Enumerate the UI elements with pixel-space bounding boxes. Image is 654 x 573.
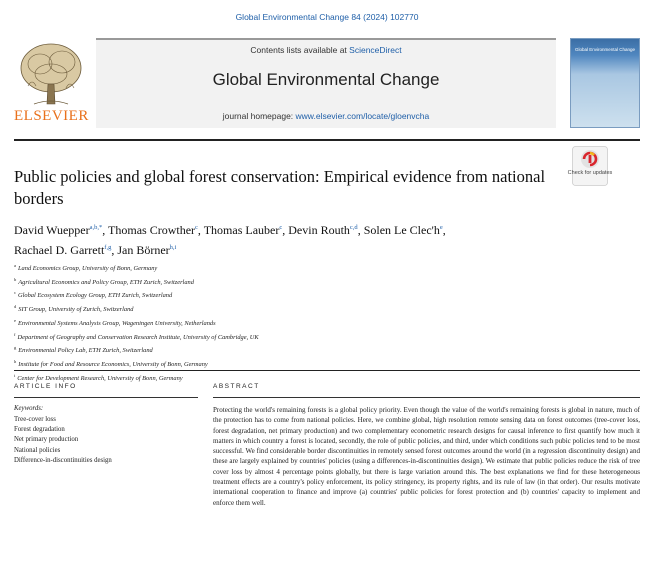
article-info-rule xyxy=(14,397,198,398)
keyword-item: Forest degradation xyxy=(14,426,65,434)
keyword-item: Tree-cover loss xyxy=(14,416,56,423)
affiliation-item: $^g$ Environmental Policy Lab, ETH Zurich, Switzerland xyxy=(14,345,153,355)
affiliation-item: $^a$ Land Economics Group, University of Bonn, Germany xyxy=(14,263,158,273)
keyword-item: Net primary production xyxy=(14,436,79,444)
author-entry[interactable]: Jan Börner$^{h,i}$ xyxy=(117,243,177,257)
contents-line xyxy=(96,45,556,55)
affiliation-item: $^c$ Global Ecosystem Ecology Group, ETH Zurich, Switzerland xyxy=(14,290,173,300)
affiliation-item: $^f$ Department of Geography and Conservation Research Institute, University of Cambridge, UK xyxy=(14,331,259,341)
author-entry[interactable]: Thomas Crowther$^c$, xyxy=(108,223,204,237)
affiliation-item: $^i$ Center for Development Research, University of Bonn, Germany xyxy=(14,372,183,382)
homepage-line xyxy=(96,111,556,121)
author-entry[interactable]: Rachael D. Garrett$^{f,g}$, xyxy=(14,243,118,257)
header-rule xyxy=(14,139,640,141)
elsevier-wordmark[interactable]: ELSEVIER xyxy=(14,108,89,124)
journal-citation[interactable]: Global Environmental Change 84 (2024) 102770 xyxy=(235,12,419,22)
cover-title: Global Environmental Change xyxy=(575,47,636,52)
abstract-text: Protecting the world's remaining forests is a global policy priority. Even though the value of the world's remaining forests is global in nature, much of the protection has to come from national policies. Here, we combine global, high resolution remote sensing data on forest outcomes (tree-cover loss, forest degradation, net primary production) and two complementary econometric research designs for causal inference to first quantify how much it matters in which country a forest is located, secondly, the role of public policies, and third, under which conditions such pubic policies tend to be most successful. We find considerable border discontinuities in remotely sensed forest outcomes around the world (in a regression discontinuity design) and these are largely explained by countries' policies (using a differences-in-discontinuities design). We estimate that public policies reduce the risk of tree cover loss by almost 4 percentage points globally, but there is large variation around this. The best explanations we find for these heterogeneous treatment effects are a country's policy enforcement, its policy stringency, its property rights, and its rule of law (in that order). Our results motivate international cooperation to finance and improve (a) countries' public policies for forest protection and (b) countries' capacity to implement and enforce them well. xyxy=(213,406,640,507)
keyword-item: Difference-in-discontinuities design xyxy=(14,456,112,464)
sciencedirect-link[interactable]: ScienceDirect xyxy=(349,45,402,55)
affiliation-list xyxy=(14,261,614,384)
homepage-prefix: journal homepage: xyxy=(222,111,296,121)
homepage-link[interactable]: www.elsevier.com/locate/gloenvcha xyxy=(295,111,430,121)
journal-title[interactable]: Global Environmental Change xyxy=(212,70,440,89)
author-entry[interactable]: Thomas Lauber$^c$, xyxy=(203,223,289,237)
author-entry[interactable]: Solen Le $Clec'h^e$, xyxy=(363,223,446,237)
keyword-item: National policies xyxy=(14,446,61,454)
abstract-rule xyxy=(213,397,640,398)
author-list xyxy=(14,219,614,259)
abstract-heading: ABSTRACT xyxy=(213,383,260,390)
keywords-label: Keywords: xyxy=(14,405,44,412)
author-entry[interactable]: David Wuepper$^{a,b,*}$, xyxy=(14,223,109,237)
affiliation-item: $^d$ SIT Group, University of Zurich, Switzerland xyxy=(14,304,134,314)
banner-top-rule xyxy=(96,38,556,40)
section-rule xyxy=(14,370,640,371)
affiliation-item: $^e$ Environmental Systems Analysis Group, Wageningen University, Netherlands xyxy=(14,317,216,327)
article-title: Public policies and global forest conservation: Empirical evidence from national borders xyxy=(14,167,546,208)
contents-prefix: Contents lists available at xyxy=(250,45,350,55)
keyword-list xyxy=(14,415,198,466)
article-info-heading: ARTICLE INFO xyxy=(14,383,77,390)
author-entry[interactable]: Devin Routh$^{c,d}$, xyxy=(288,223,364,237)
affiliation-item: $^h$ Institute for Food and Resource Economics, University of Bonn, Germany xyxy=(14,359,208,369)
check-for-updates-icon[interactable] xyxy=(572,146,608,186)
journal-cover-image[interactable] xyxy=(570,38,640,128)
affiliation-item: $^b$ Agricultural Economics and Policy Group, ETH Zurich, Switzerland xyxy=(14,276,194,286)
check-for-updates-label[interactable]: Check for updates xyxy=(567,170,613,176)
